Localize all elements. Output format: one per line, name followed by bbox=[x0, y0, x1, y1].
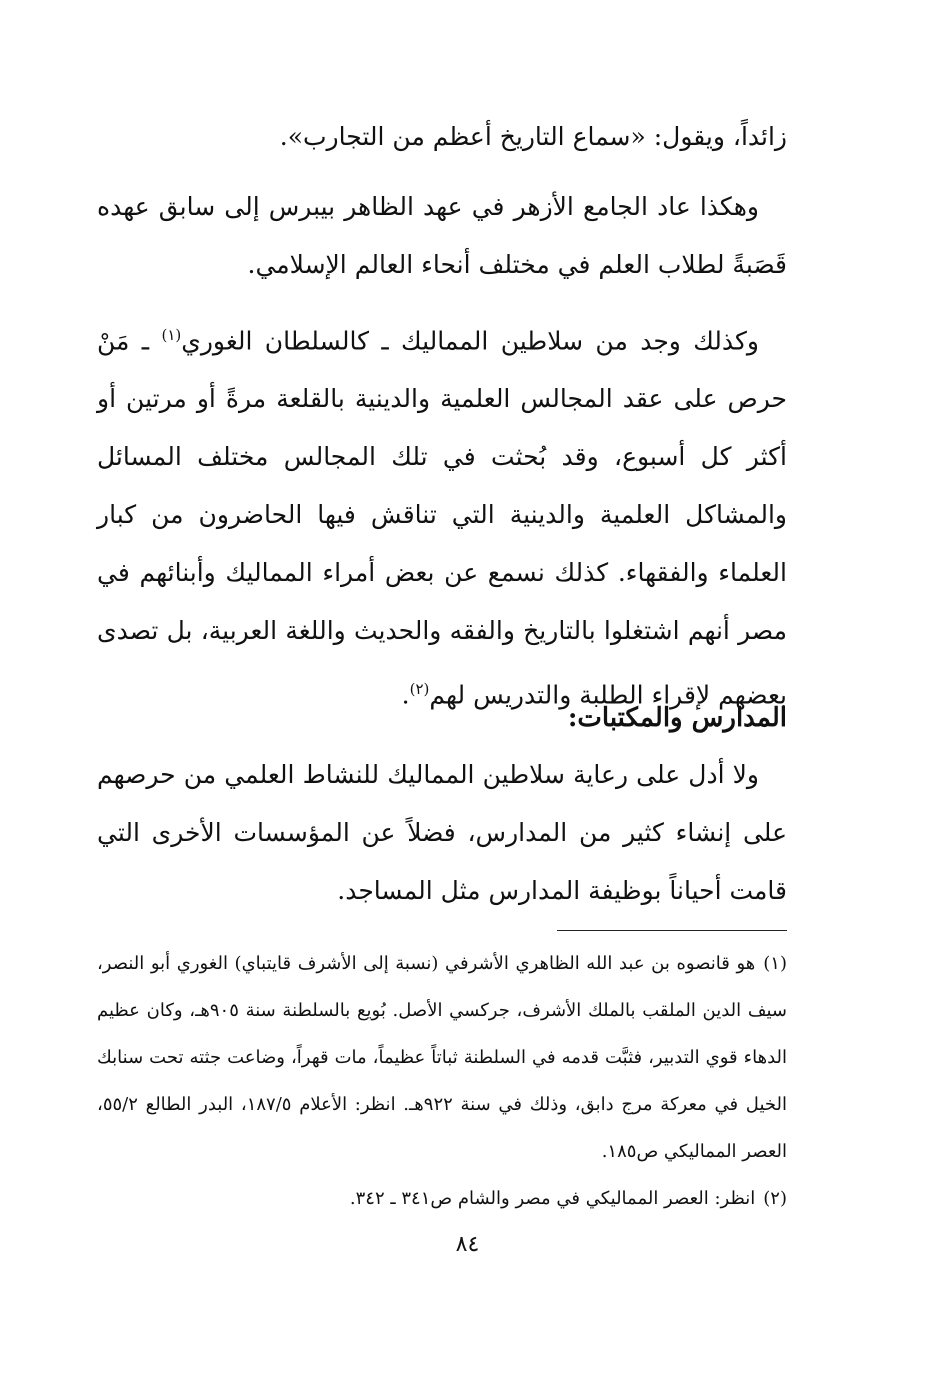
footnote-divider bbox=[557, 930, 787, 931]
section-text bbox=[97, 746, 787, 920]
footnote-2-number: (٢) bbox=[763, 1188, 787, 1209]
section-heading: المدارس والمكتبات: bbox=[567, 703, 787, 733]
footnote-1-text: هو قانصوه بن عبد الله الظاهري الأشرفي (نسبة إلى الأشرف قايتباي) الغوري أبو النصر، سيف الدين الملقب بالملك الأشرف، جركسي الأصل. بُويع بالسلطنة سنة ٩٠٥هـ، وكان عظيم الدهاء قوي التدبير، فثبَّت قدمه في السلطنة ثباتاً عظيماً، مات قهراً، وضاعت جثته تحت سنابك الخيل في معركة مرج دابق، وذلك في سنة ٩٢٢هـ. انظر: الأعلام ١٨٧/٥، البدر الطالع ٥٥/٢، العصر المماليكي ص١٨٥. bbox=[97, 953, 788, 1162]
footnote-1-number: (١) bbox=[763, 953, 787, 974]
paragraph-4: ولا أدل على رعاية سلاطين المماليك للنشاط العلمي من حرصهم على إنشاء كثير من المدارس، فضلاً عن المؤسسات الأخرى التي قامت أحياناً بوظيفة المدارس مثل المساجد. bbox=[97, 760, 787, 905]
footnotes bbox=[97, 940, 787, 1222]
paragraph-3-end: . bbox=[401, 680, 410, 710]
paragraph-1: زائداً، ويقول: «سماع التاريخ أعظم من التجارب». bbox=[279, 122, 787, 151]
footnote-2 bbox=[97, 1175, 787, 1222]
main-text bbox=[97, 108, 787, 725]
paragraph-2: وهكذا عاد الجامع الأزهر في عهد الظاهر بيبرس إلى سابق عهده قَصَبةً لطلاب العلم في مختلف أنحاء العالم الإسلامي. bbox=[97, 192, 787, 279]
paragraph-3 bbox=[97, 306, 787, 725]
paragraph-3-part-a: وكذلك وجد من سلاطين المماليك ـ كالسلطان الغوري bbox=[181, 326, 760, 356]
footnote-ref-2[interactable]: (٢) bbox=[409, 680, 430, 699]
footnote-ref-1[interactable]: (١) bbox=[161, 326, 182, 344]
footnote-2-text: انظر: العصر المماليكي في مصر والشام ص٣٤١ ـ ٣٤٢. bbox=[349, 1188, 756, 1209]
footnote-1 bbox=[97, 940, 787, 1175]
page-number: ٨٤ bbox=[455, 1232, 480, 1257]
paragraph-3-part-b: ـ مَنْ حرص على عقد المجالس العلمية والدينية بالقلعة مرةً أو مرتين أو أكثر كل أسبوع، وقد بُحثت في تلك المجالس مختلف المسائل والمشاكل العلمية والدينية التي تناقش فيها الحاضرون من كبار العلماء والفقهاء. كذلك نسمع عن بعض أمراء المماليك وأبنائهم في مصر أنهم اشتغلوا بالتاريخ والفقه والحديث واللغة العربية، بل تصدى بعضهم لإقراء الطلبة والتدريس لهم bbox=[97, 326, 787, 710]
